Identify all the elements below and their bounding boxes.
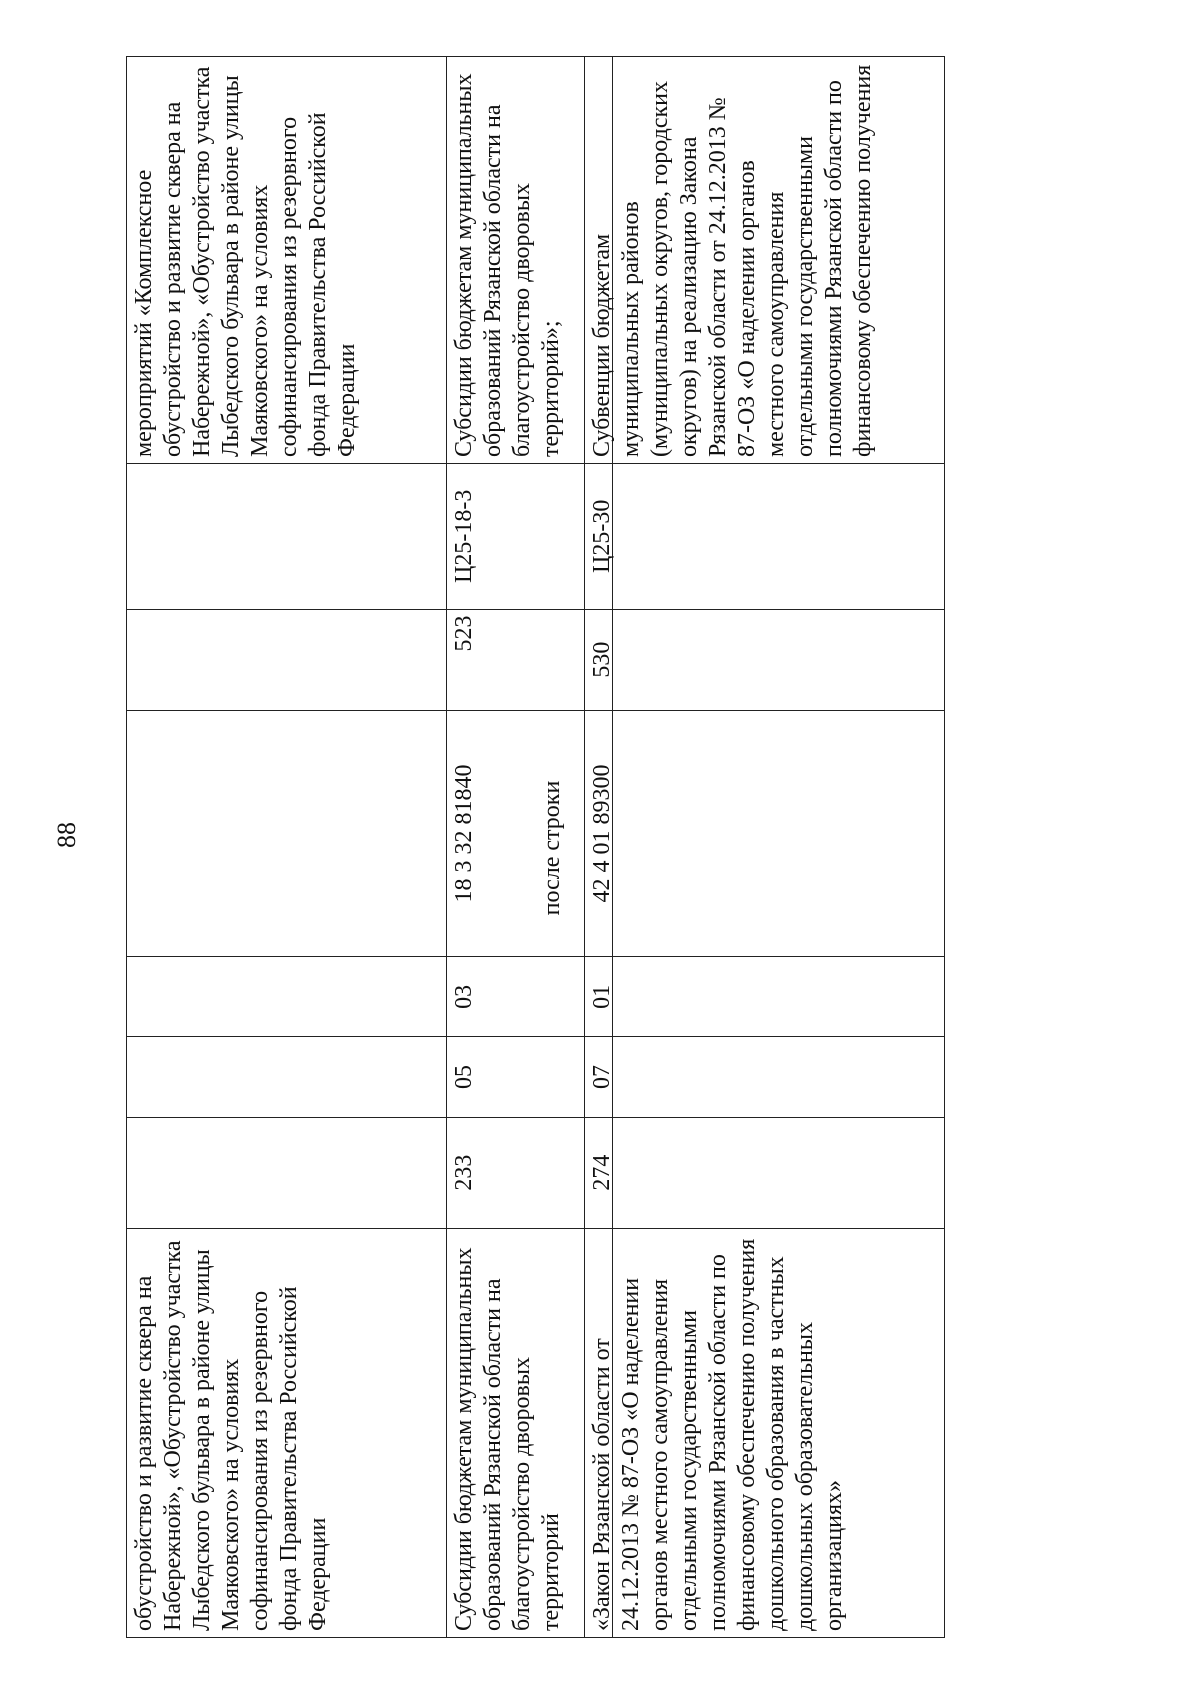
table-row (585, 57, 945, 1638)
vr-cell: 523 (447, 609, 613, 710)
budget-table-2 (584, 56, 945, 1638)
table-row (127, 57, 447, 1638)
target-code-cell: Ц25-18-3 (447, 464, 613, 610)
subsection-cell: 03 (447, 957, 613, 1037)
subsection-cell: 01 (585, 957, 945, 1037)
csr-cell: 42 4 01 89300 (585, 710, 945, 957)
csr-cell (127, 710, 447, 957)
subsection-cell (127, 957, 447, 1037)
vr-cell (127, 609, 447, 710)
code-cell: 233 (447, 1117, 613, 1228)
rotated-document (126, 58, 1126, 1638)
vr-cell: 530 (585, 609, 945, 710)
purpose-cell: Субвенции бюджетам муниципальных районов (муниципальных округов, городских округов) на реализацию Закона Рязанской области от 24.12.2013 № 87-ОЗ «О наделении органов местного самоуправления отдельными государственными полномочиями Рязанской области по финансовому обеспечению получения (585, 57, 945, 464)
code-cell (127, 1117, 447, 1228)
purpose-cell: Субсидии бюджетам муниципальных образований Рязанской области на благоустройство дворовых территорий»; (447, 57, 613, 464)
row-name: «Закон Рязанской области от 24.12.2013 № 87-ОЗ «О наделении органов местного самоуправления отдельными государственными полномочиями Рязанской области по финансовому обеспечению получения дошкольного образования в частных дошкольных образовательных организациях» (585, 1228, 945, 1637)
purpose-cell: мероприятий «Комплексное обустройство и развитие сквера на Набережной», «Обустройство участка Лыбедского бульвара в районе улицы Маяковского» на условиях софинансирования из резервного фонда Правительства Российской Федерации (127, 57, 447, 464)
row-name: обустройство и развитие сквера на Набережной», «Обустройство участка Лыбедского бульвара в районе улицы Маяковского» на условиях софинансирования из резервного фонда Правительства Российской Федерации (127, 1228, 447, 1637)
after-row-caption: после строки (539, 780, 565, 916)
page-number: 88 (52, 822, 81, 848)
target-code-cell (127, 464, 447, 610)
section-cell: 05 (447, 1037, 613, 1117)
row-name: Субсидии бюджетам муниципальных образований Рязанской области на благоустройство дворовых территорий (447, 1228, 613, 1637)
section-cell: 07 (585, 1037, 945, 1117)
csr-cell: 18 3 32 81840 (447, 710, 613, 957)
section-cell (127, 1037, 447, 1117)
target-code-cell: Ц25-30 (585, 464, 945, 610)
code-cell: 274 (585, 1117, 945, 1228)
